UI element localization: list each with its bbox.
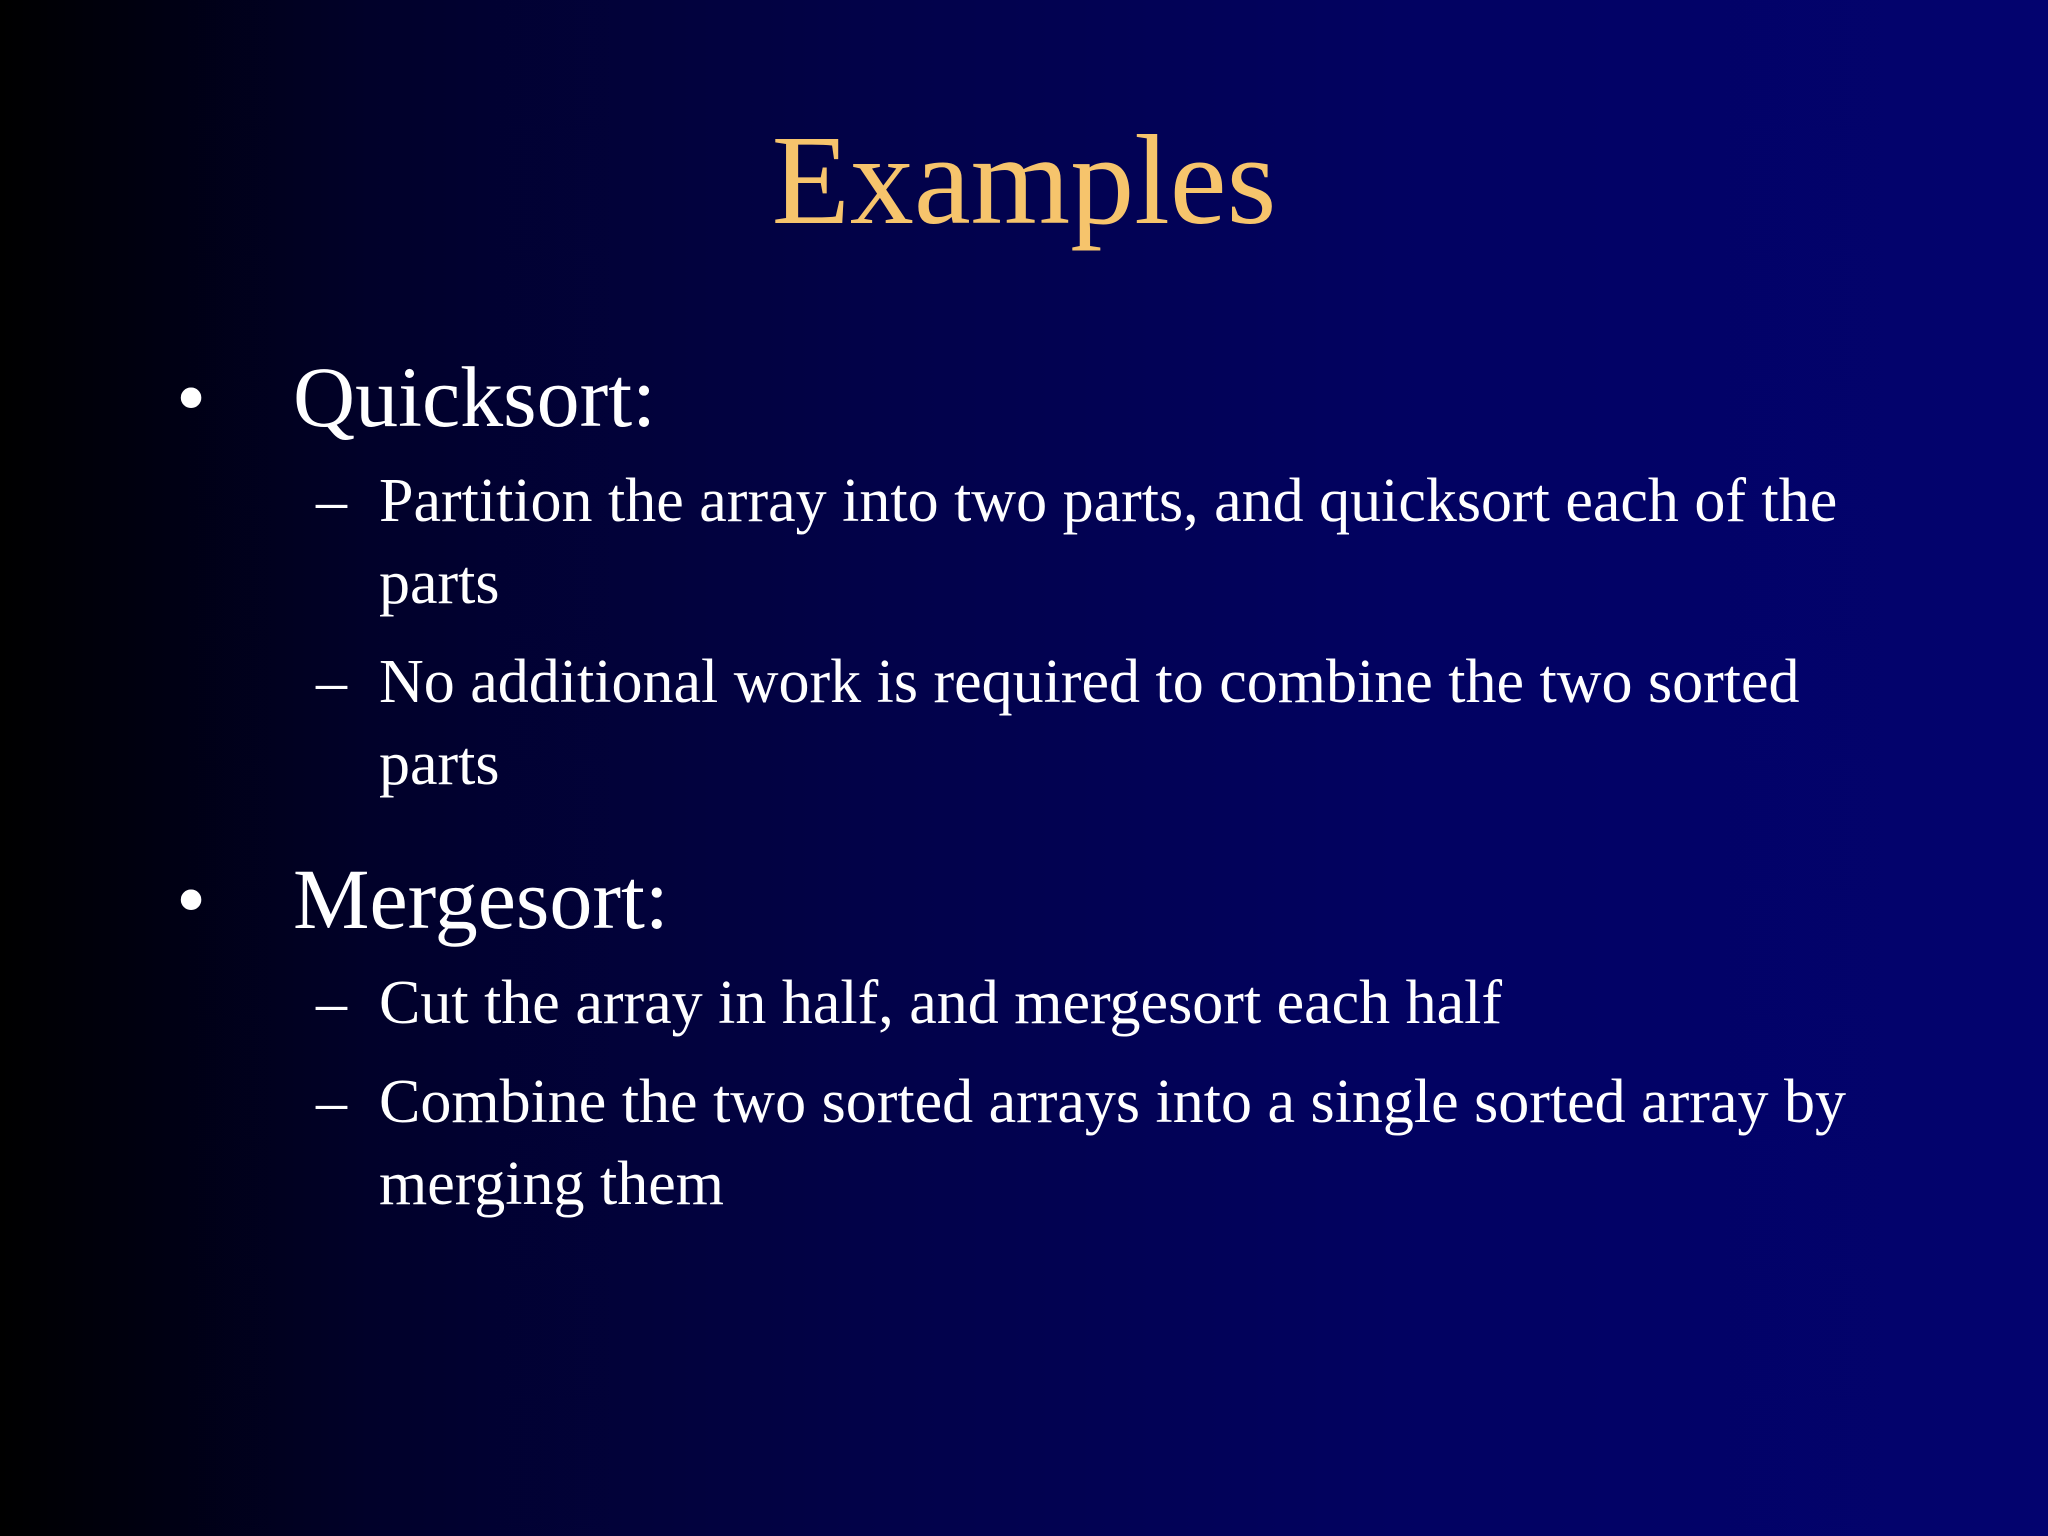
sub-item: [0, 460, 2048, 624]
slide-title: Examples: [771, 109, 1277, 251]
bullet-row: [0, 842, 2048, 956]
bullet-list: [0, 340, 2048, 1242]
bullet-row: [0, 340, 2048, 454]
sub-item: [0, 1061, 2048, 1225]
sub-item: [0, 962, 2048, 1044]
sub-list: [0, 460, 2048, 805]
bullet-label: Mergesort:: [293, 851, 669, 947]
bullet-label: Quicksort:: [293, 349, 657, 445]
dash-icon: –: [316, 467, 347, 535]
sub-item: [0, 641, 2048, 805]
sub-item-text: Cut the array in half, and mergesort each half: [379, 969, 1503, 1037]
bullet-dot-icon: •: [176, 851, 207, 947]
bullet-spacer: [0, 822, 2048, 842]
bullet-item-quicksort: [0, 340, 2048, 805]
sub-item-text: Partition the array into two parts, and quicksort each of the parts: [379, 467, 1838, 617]
sub-list: [0, 962, 2048, 1225]
bullet-item-mergesort: [0, 842, 2048, 1225]
dash-icon: –: [316, 969, 347, 1037]
dash-icon: –: [316, 1068, 347, 1136]
sub-item-text: No additional work is required to combine the two sorted parts: [379, 648, 1800, 798]
dash-icon: –: [316, 648, 347, 716]
bullet-dot-icon: •: [176, 349, 207, 445]
sub-item-text: Combine the two sorted arrays into a single sorted array by merging them: [379, 1068, 1846, 1218]
